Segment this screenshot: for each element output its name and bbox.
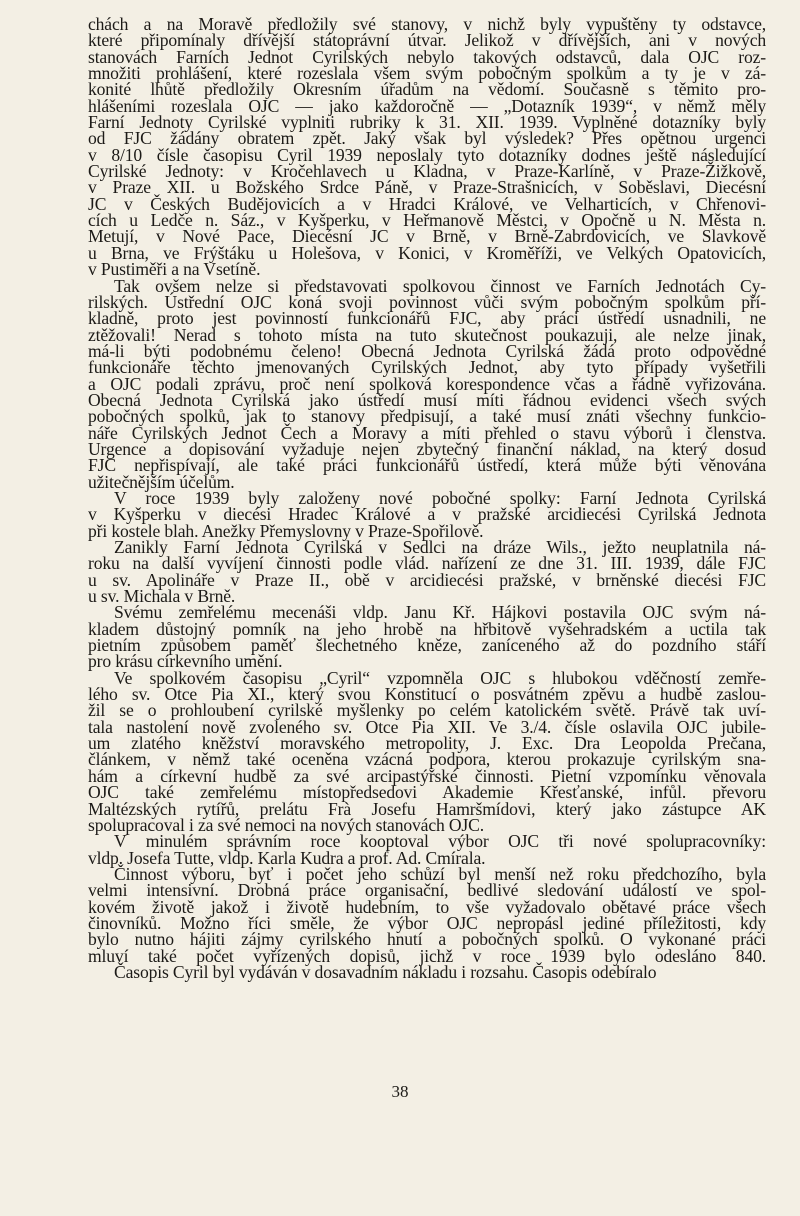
- text-line: od FJC žádány obratem zpět. Jaký však byl výsledek? Přes opětnou urgenci: [88, 128, 766, 149]
- text-line: při kostele blah. Anežky Přemyslovny v Praze-Spořilově.: [88, 520, 484, 541]
- text-line: Časopis Cyril byl vydáván v dosavadním nákladu i rozsahu. Časopis odebíralo: [114, 961, 657, 982]
- text-line: činovníků. Možno říci směle, že výbor OJC nepropásl jediné příležitosti, kdy: [88, 912, 766, 933]
- text-line: JC v Českých Budějovicích a v Hradci Králové, ve Velharticích, v Chřenovi-: [88, 193, 766, 214]
- text-line: funkcionáře těchto jmenovaných Cyrilských Jednot, aby tyto případy vyšetřili: [88, 357, 766, 378]
- text-line: Činnost výboru, byť i počet jeho schůzí byl menší než roku předchozího, byla: [114, 863, 766, 884]
- text-line: v Kyšperku v diecési Hradec Králové a v pražské arcidiecési Cyrilská Jednota: [88, 504, 766, 525]
- text-line: pro krásu církevního umění.: [88, 651, 283, 672]
- text-line: u Brna, ve Frýštáku u Holešova, v Konici, v Kroměříži, ve Velkých Opatovicích,: [88, 242, 766, 263]
- text-line: bylo nutno hájiti zájmy cyrilského hnutí a pobočných spolků. O vykonané práci: [88, 929, 766, 950]
- text-line: Tak ovšem nelze si představovati spolkovou činnost ve Farních Jednotách Cy-: [114, 275, 766, 296]
- text-line: hám a církevní hudbě za své arcipastýřské činnosti. Pietní vzpomínku věnovala: [88, 765, 766, 786]
- text-line: konité lhůtě předložily Okresním úřadům na vědomí. Současně s těmito pro-: [88, 79, 766, 100]
- text-line: pobočných spolků, jak to stanovy předpisují, a také musí znáti všechny funkcio-: [88, 406, 766, 427]
- text-line: v Praze XII. u Božského Srdce Páně, v Praze-Strašnicích, v Soběslavi, Diecésní: [88, 177, 766, 198]
- text-line: Urgence a dopisování vyžaduje nejen zbytečný finanční náklad, na který dosud: [88, 438, 766, 459]
- text-line: u sv. Apolináře v Praze II., obě v arcidiecési pražské, v brněnské diecési FJC: [88, 569, 766, 590]
- text-line: cích u Ledče n. Sáz., v Kyšperku, v Heřmanově Městci, v Opočně u N. Města n.: [88, 210, 766, 231]
- text-line: má-li býti podobnému čeleno! Obecná Jednota Cyrilská žádá proto odpovědné: [88, 340, 766, 361]
- text-line: množiti prohlášení, které rozeslala všem svým pobočným spolkům a ty je v zá-: [88, 63, 766, 84]
- text-line: lého sv. Otce Pia XI., který svou Konstitucí o posvátném zpěvu a hudbě zaslou-: [88, 684, 766, 705]
- text-line: OJC také zemřelému místopředsedovi Akademie Křesťanské, infůl. převoru: [88, 782, 766, 803]
- text-line: velmi intensivní. Drobná práce organisační, bedlivé sledování událostí ve spol-: [88, 880, 766, 901]
- page-number: 38: [391, 1082, 409, 1101]
- text-line: Obecná Jednota Cyrilská jako ústředí musí míti řádnou evidenci všech svých: [88, 389, 766, 410]
- text-line: u sv. Michala v Brně.: [88, 586, 236, 607]
- text-line: rilských. Ústřední OJC koná svoji povinnost vůči svým pobočným spolkům pří-: [88, 291, 766, 312]
- body-text: [88, 16, 766, 980]
- text-line: Metují, v Nové Pace, Diecésní JC v Brně, v Brně-Zabrdovicích, ve Slavkově: [88, 226, 766, 247]
- text-line: kladem důstojný pomník na jeho hrobě na hřbitově vyšehradském a uctila tak: [88, 618, 766, 639]
- text-line: článkem, v němž také oceněna vzácná podpora, kterou prokazuje cyrilským sna-: [88, 749, 766, 770]
- text-line: užitečnějším účelům.: [88, 471, 235, 492]
- text-line: spolupracoval i za své nemoci na nových stanovách OJC.: [88, 814, 484, 835]
- text-line: roku na další vyvíjení činnosti podle vlád. nařízení ze dne 31. III. 1939, dále FJC: [88, 553, 766, 574]
- text-line: V minulém správním roce kooptoval výbor OJC tři nové spolupracovníky:: [114, 831, 766, 852]
- text-line: um zlatého kněžství moravského metropolity, J. Exc. Dra Leopolda Prečana,: [88, 733, 766, 754]
- text-line: kovém životě jakož i životě hudebním, to vše vyžadovalo obětavé práce všech: [88, 896, 766, 917]
- text-line: v 8/10 čísle časopisu Cyril 1939 neposlaly tyto dotazníky dodnes ještě následující: [88, 144, 766, 165]
- text-line: vldp. Josefa Tutte, vldp. Karla Kudra a prof. Ad. Cmírala.: [88, 847, 486, 868]
- text-line: v Pustiměři a na Vsetíně.: [88, 259, 261, 280]
- text-line: které připomínaly dřívější státoprávní útvar. Jelikož v dřívějších, ani v nových: [88, 30, 766, 51]
- text-line: ztěžovali! Nerad s tohoto místa na tuto skutečnost poukazuji, ale nelze jinak,: [88, 324, 766, 345]
- text-line: Farní Jednoty Cyrilské vyplniti rubriky k 31. XII. 1939. Vyplněné dotazníky byly: [88, 112, 766, 133]
- text-line: FJC nepřispívají, ale také práci funkcionářů ústředí, která může býti věnována: [88, 455, 766, 476]
- text-line: Svému zemřelému mecenáši vldp. Janu Kř. Hájkovi postavila OJC svým ná-: [114, 602, 766, 623]
- text-line: Zanikly Farní Jednota Cyrilská v Sedlci na dráze Wils., ježto neuplatnila ná-: [114, 537, 766, 557]
- text-line: Maltézských rytířů, prelátu Frà Josefu Hamršmídovi, který jako zástupce AK: [88, 798, 766, 819]
- text-line: a OJC podali zprávu, proč není spolková korespondence včas a řádně vyřizována.: [88, 373, 766, 394]
- text-line: mluví také počet vyřízených dopisů, jichž v roce 1939 bylo odesláno 840.: [88, 945, 766, 966]
- text-line: tala nastolení nově zvoleného sv. Otce Pia XII. Ve 3./4. čísle oslavila OJC jubile-: [88, 716, 766, 737]
- text-line: pietním způsobem paměť šlechetného kněze, zaníceného až do pozdního stáří: [88, 635, 766, 656]
- text-line: kladně, proto jest povinností funkcionářů FJC, aby práci ústředí usnadnili, ne: [88, 308, 766, 329]
- text-line: V roce 1939 byly založeny nové pobočné spolky: Farní Jednota Cyrilská: [114, 487, 766, 508]
- text-line: stanovách Farních Jednot Cyrilských nebylo takových odstavců, dala OJC roz-: [88, 46, 766, 67]
- text-line: náře Cyrilských Jednot Čech a Moravy a míti přehled o stavu výborů i členstva.: [88, 422, 766, 443]
- text-line: Cyrilské Jednoty: v Kročehlavech u Kladna, v Praze-Karlíně, v Praze-Žižkově,: [88, 161, 766, 182]
- text-line: žil se o prohloubení cyrilské myšlenky po celém katolickém světě. Právě tak uví-: [88, 700, 766, 721]
- text-line: Ve spolkovém časopisu „Cyril“ vzpomněla OJC s hlubokou vděčností zemře-: [114, 667, 766, 688]
- text-line: chách a na Moravě předložily své stanovy, v nichž byly vypuštěny ty odstavce,: [88, 14, 766, 34]
- text-line: hlášeními rozeslala OJC — jako každoročně — „Dotazník 1939“, v němž měly: [88, 95, 766, 116]
